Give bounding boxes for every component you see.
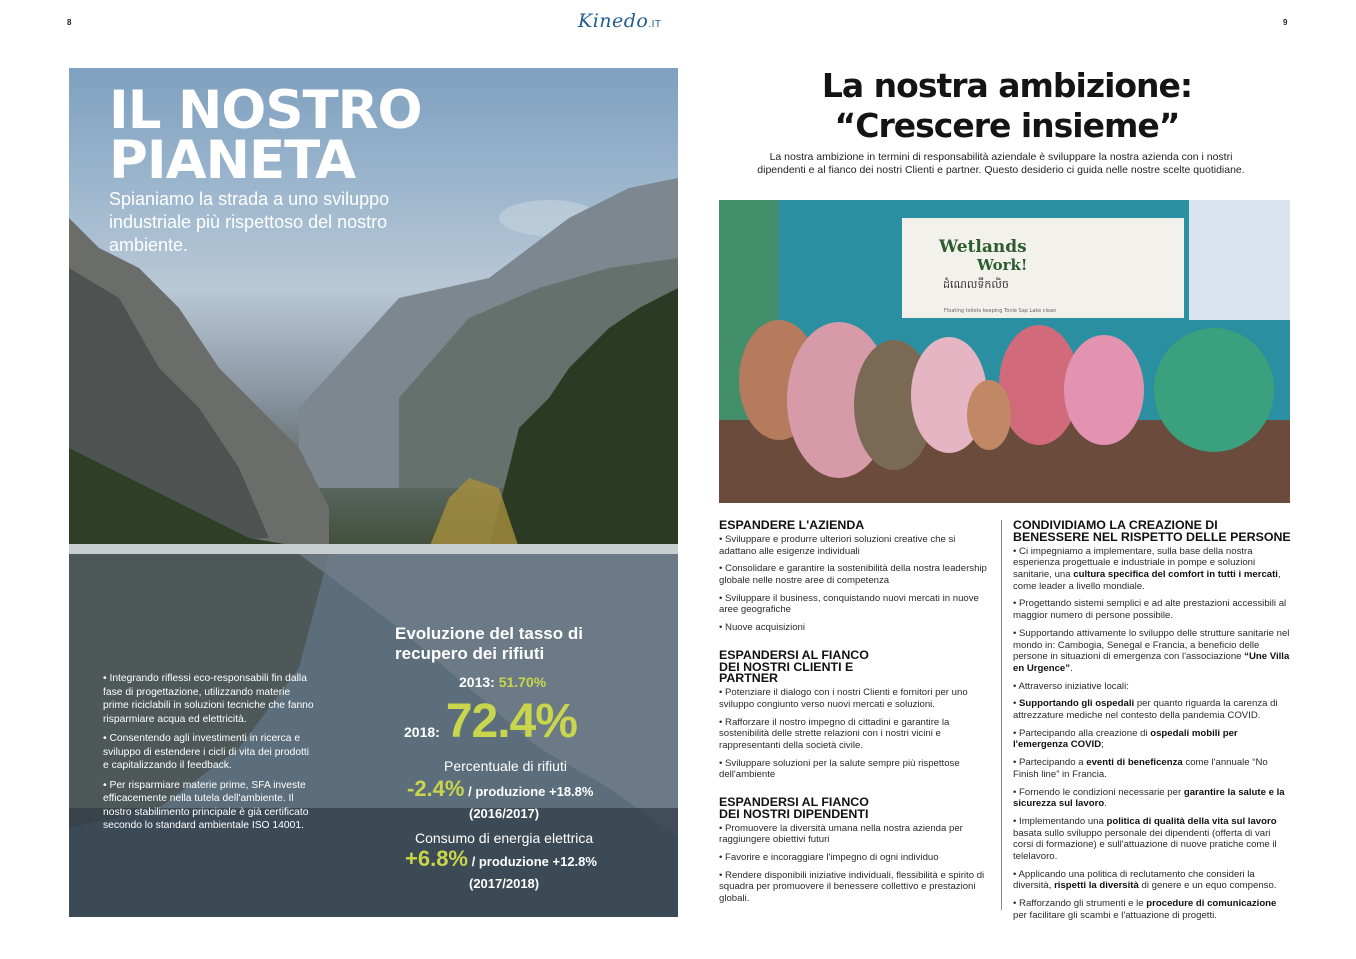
- list-item: • Consentendo agli investimenti in ricerca e sviluppo di estendere i cicli di vita dei prodotti e capitalizzando il feedback.: [103, 733, 310, 771]
- mountain-lake-photo: [69, 68, 678, 917]
- banner-title-line2: Work!: [977, 256, 1028, 274]
- list-item: [1013, 869, 1291, 892]
- right-text-column: [1013, 520, 1291, 928]
- column-divider: [1001, 520, 1002, 910]
- emphasis: eventi di beneficenza: [1086, 757, 1183, 769]
- waste-stats-panel: [395, 624, 635, 917]
- list-item: [1013, 546, 1291, 593]
- emphasis: “Une Villa en Urgence”: [1013, 651, 1290, 674]
- hero-title-line1: IL NOSTRO: [109, 80, 422, 141]
- text: di genere e un equo compenso.: [1138, 880, 1277, 892]
- list-item: • Favorire e incoraggiare l'impegno di ogni individuo: [719, 852, 939, 864]
- banner-caption: Floating toilets keeping Tonle Sap Lake clean: [944, 308, 1057, 314]
- list-item: • Per risparmiare materie prime, SFA investe efficacemente nella tutela dell'ambiente. Il nostro stabilimento principale è già certificato secondo lo standard ambientale ISO 14001.: [103, 779, 309, 831]
- list-item: • Sviluppare il business, conquistando nuovi mercati in nuove aree geografiche: [719, 592, 979, 616]
- logo-tld: .IT: [648, 19, 662, 30]
- intro-paragraph: La nostra ambizione in termini di responsabilità aziendale è sviluppare la nostra azienda con i nostri dipendenti e al fianco dei nostri Clienti e partner. Questo desiderio ci guida nelle nostre scelte quotidiane.: [757, 151, 1245, 176]
- person: [1064, 335, 1144, 445]
- list-item: • Nuove acquisizioni: [719, 622, 806, 634]
- logo-name: Kinedo: [578, 10, 649, 32]
- list-item: • Sviluppare soluzioni per la salute sempre più rispettose dell'ambiente: [719, 757, 960, 781]
- emphasis: cultura specifica del comfort in tutti i mercati: [1073, 569, 1278, 580]
- emphasis: procedure di comunicazione: [1146, 898, 1277, 910]
- stat-2018-label: 2018:: [404, 724, 440, 740]
- list-item: • Rafforzare il nostro impegno di cittadini e garantire la sostenibilità delle strette relazioni con i nostri vicini e rappresentanti della società civile.: [719, 716, 950, 751]
- stat-2013: [459, 674, 546, 690]
- list-item: [1013, 757, 1291, 780]
- stats-title: Evoluzione del tasso di recupero dei rifiuti: [395, 624, 583, 663]
- group-photo-illustration: [719, 200, 1290, 503]
- section-heading: CONDIVIDIAMO LA CREAZIONE DI BENESSERE NEL RISPETTO DELLE PERSONE: [1013, 518, 1291, 544]
- hero-title-line2: PIANETA: [109, 130, 356, 191]
- waste-label: Percentuale di rifiuti: [444, 758, 567, 774]
- kinedo-logo: [578, 10, 662, 32]
- list-item: • Sviluppare e produrre ulteriori soluzioni creative che si adattano alle esigenze individuali: [719, 533, 956, 557]
- list-item: • Consolidare e garantire la sostenibilità della nostra leadership globale nelle nostre aree di competenza: [719, 563, 987, 586]
- waste-years: (2016/2017): [469, 806, 540, 821]
- text: • Applicando una politica di reclutamento che consideri la diversità,: [1013, 868, 1255, 892]
- text: ;: [1101, 739, 1104, 751]
- stat-2013-label: 2013:: [459, 674, 495, 690]
- list-item: [1013, 816, 1291, 863]
- page-number-right: 9: [1283, 18, 1288, 27]
- banner-title-line1: Wetlands: [939, 237, 1027, 257]
- list-item: • Rendere disponibili iniziative individuali, flessibilità e spirito di squadra per promuovere il benessere collettivo e prestazioni globali.: [719, 869, 985, 905]
- text: • Rafforzando gli strumenti e le: [1013, 898, 1147, 910]
- page-title-line1: La nostra ambizione:: [821, 66, 1193, 105]
- text: come l'annuale “No Finish line” in Francia.: [1013, 757, 1268, 780]
- text: •: [1013, 698, 1020, 710]
- left-bullet-list: [103, 672, 315, 839]
- list-item: • Attraverso iniziative locali:: [1013, 680, 1129, 692]
- energy-value: +6.8%: [405, 846, 468, 871]
- text: , come leader a livello mondiale.: [1013, 569, 1281, 592]
- shoreline: [69, 544, 678, 554]
- emphasis: Supportando gli ospedali: [1019, 698, 1135, 710]
- hero-subtitle: Spianiamo la strada a uno sviluppo industriale più rispettoso del nostro ambiente.: [109, 189, 390, 255]
- text: per quanto riguarda la carenza di attrezzature mediche nel contesto della pandemia COVID.: [1013, 698, 1278, 722]
- list-item: • Progettando sistemi semplici e ad alte prestazioni accessibili al maggior numero di persone possibile.: [1013, 598, 1287, 622]
- poster: [1189, 200, 1290, 320]
- page-title: [706, 66, 1308, 146]
- text: • Partecipando alla creazione di: [1013, 727, 1151, 739]
- text: • Implementando una: [1013, 815, 1107, 827]
- text: .: [1104, 798, 1107, 810]
- energy-production: / produzione +12.8%: [471, 854, 597, 869]
- list-item: • Potenziare il dialogo con i nostri Clienti e fornitori per uno sviluppo congiunto verso nuovi mercati e soluzioni.: [719, 687, 968, 710]
- list-item: [1013, 628, 1291, 675]
- text: • Fornendo le condizioni necessarie per: [1013, 786, 1184, 798]
- banner-khmer: ដំណេលទឹកលិច: [943, 278, 1009, 291]
- stat-2018-value: 72.4%: [445, 695, 577, 748]
- emphasis: rispetti la diversità: [1054, 880, 1139, 892]
- list-item: • Integrando riflessi eco-responsabili fin dalla fase di progettazione, utilizzando materie prime riciclabili in soluzioni tecniche che fanno risparmiare acqua ed elettricità.: [103, 673, 314, 725]
- list-item: • Promuovere la diversità umana nella nostra azienda per raggiungere obiettivi futuri: [719, 822, 963, 846]
- list-item: [1013, 787, 1291, 810]
- waste-value: -2.4%: [407, 776, 465, 801]
- hero-title: [109, 80, 422, 191]
- text: • Supportando attivamente lo sviluppo delle strutture sanitarie nel mondo in: Cambogia, Senegal e Francia, a beneficio delle persone in situazioni di emergenza con l'associazione: [1013, 627, 1290, 663]
- text: .: [1070, 662, 1073, 674]
- stat-2018: [404, 694, 577, 749]
- waste-production: / produzione +18.8%: [468, 784, 594, 799]
- section-heading: ESPANDERE L'AZIENDA: [719, 518, 865, 532]
- text: • Ci impegniamo a implementare, sulla base della nostra esperienza progettuale e industriale in pompe e soluzioni sanitarie, una: [1013, 545, 1256, 580]
- emphasis: ospedali mobili per l'emergenza COVID: [1013, 727, 1238, 751]
- energy-label: Consumo di energia elettrica: [415, 830, 594, 846]
- section-heading: ESPANDERSI AL FIANCO DEI NOSTRI CLIENTI E PARTNER: [719, 647, 869, 686]
- energy-years: (2017/2018): [469, 876, 540, 891]
- left-text-column: [719, 520, 995, 911]
- list-item: [1013, 698, 1291, 721]
- list-item: [1013, 728, 1291, 751]
- text: • Partecipando a: [1013, 757, 1087, 769]
- emphasis: politica di qualità della vita sul lavoro: [1106, 815, 1277, 827]
- energy-stat: [405, 846, 597, 872]
- community-group-photo: [719, 200, 1290, 503]
- section-heading: ESPANDERSI AL FIANCO DEI NOSTRI DIPENDENTI: [719, 795, 869, 821]
- emphasis: garantire la salute e la sicurezza sul lavoro: [1013, 786, 1285, 810]
- waste-stat: [407, 776, 593, 802]
- text: per facilitare gli scambi e l'attuazione di progetti.: [1013, 909, 1217, 921]
- stat-2013-value: 51.70%: [498, 674, 547, 690]
- page-number-left: 8: [67, 18, 72, 27]
- page-title-line2: “Crescere insieme”: [834, 106, 1180, 145]
- person: [1154, 328, 1274, 452]
- wetlands-banner: [902, 218, 1184, 318]
- list-item: [1013, 898, 1291, 921]
- child: [967, 380, 1011, 450]
- text: basata sullo sviluppo personale dei dipendenti (offerta di vari corsi di formazione) e sull'attuazione di nuove pratiche come il telelavoro.: [1013, 827, 1277, 863]
